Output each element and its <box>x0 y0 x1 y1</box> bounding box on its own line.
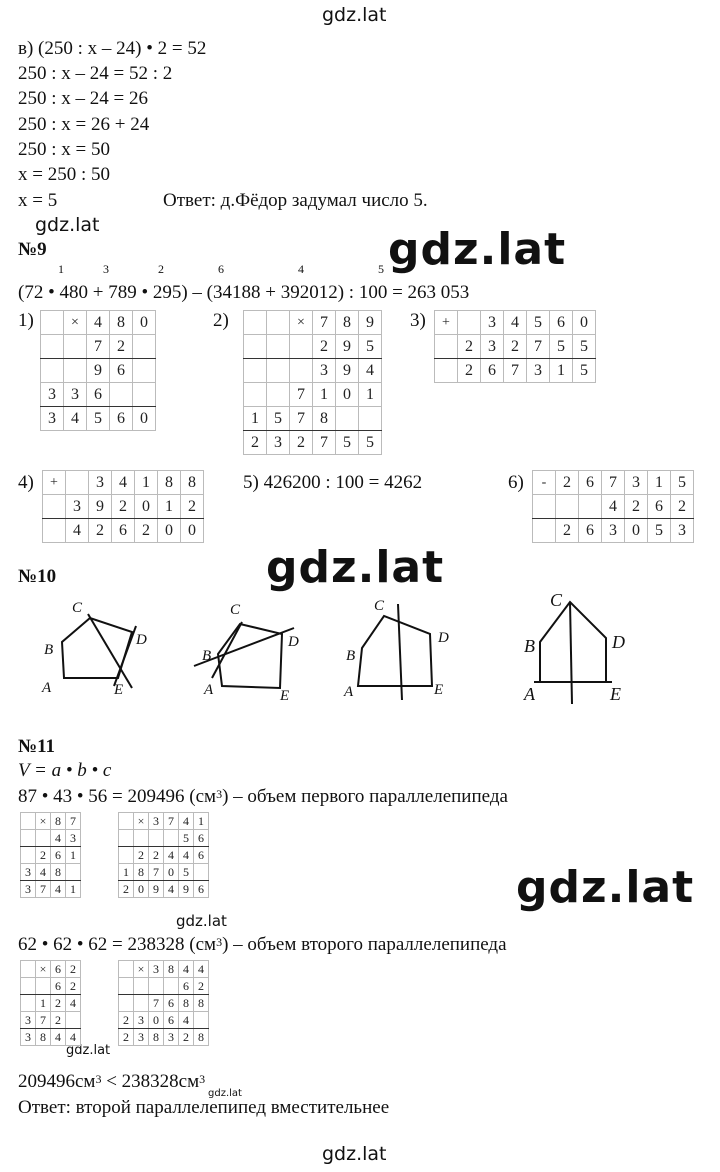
vertex-label: D <box>438 630 449 646</box>
watermark-large1: gdz.lat <box>388 224 567 275</box>
order-number: 6 <box>218 262 224 276</box>
step5-division: 5) 426200 : 100 = 4262 <box>243 472 423 493</box>
pentagon-2 <box>218 624 282 688</box>
vertex-label: A <box>344 684 354 700</box>
task11-answer: Ответ: второй параллелепипед вместительнее <box>18 1097 390 1118</box>
vertex-label: E <box>610 684 621 704</box>
grid-mult-3741x56: × 3 7 4 1 5 6 2 2 4 4 6 1 8 7 0 5 2 0 9 4 9 6 <box>118 812 209 898</box>
task9-expression: (72 • 480 + 789 • 295) – (34188 + 392012) : 100 = 263 053 <box>18 282 470 303</box>
grid-sub-267315-4262: - 2 6 7 3 1 5 4 2 6 2 2 6 3 0 5 3 <box>532 470 694 543</box>
vertex-label: B <box>44 642 54 658</box>
pentagon-4 <box>540 602 606 682</box>
vertex-label: C <box>374 598 385 614</box>
vertex-label: A <box>524 684 535 704</box>
part-v-answer: Ответ: д.Фёдор задумал число 5. <box>163 190 428 211</box>
watermark-mid1: gdz.lat <box>35 214 100 236</box>
part-v-line: 250 : х = 26 + 24 <box>18 114 150 135</box>
watermark-large2: gdz.lat <box>266 542 445 593</box>
line2-tail: ) – объем второго параллелепипеда <box>222 934 507 955</box>
part-v-line: в) (250 : х – 24) • 2 = 52 <box>18 38 207 59</box>
step-label: 2) <box>213 310 229 331</box>
vertex-label: D <box>136 632 147 648</box>
vertex-label: C <box>550 590 563 610</box>
watermark-small2: gdz.lat <box>208 1088 242 1099</box>
watermark-large3: gdz.lat <box>516 862 695 913</box>
grid-mult-480x72: × 4 8 0 7 2 9 6 3 3 6 3 4 5 6 0 <box>40 310 156 431</box>
order-number: 2 <box>158 262 164 276</box>
compare-b: < 238328см <box>101 1071 200 1092</box>
grid-mult-3844x62: × 3 8 4 4 6 2 7 6 8 8 2 3 0 6 4 2 3 8 3 2 8 <box>118 960 209 1046</box>
vertex-label: A <box>42 680 52 696</box>
watermark-mid2: gdz.lat <box>176 912 227 930</box>
vertex-label: D <box>288 634 299 650</box>
grid-mult-87x43: × 8 7 4 3 2 6 1 3 4 8 3 7 4 1 <box>20 812 81 898</box>
vertex-label: C <box>72 600 83 616</box>
step-label: 3) <box>410 310 426 331</box>
compare-a: 209496см <box>18 1071 96 1092</box>
exp: 3 <box>216 787 223 801</box>
task11-compare <box>18 1071 205 1093</box>
watermark-top: gdz.lat <box>322 4 387 26</box>
task11-line2 <box>18 934 507 956</box>
step-label: 1) <box>18 310 34 331</box>
vertex-label: B <box>202 648 212 664</box>
part-v-line: 250 : х – 24 = 26 <box>18 88 148 109</box>
step-label: 6) <box>508 472 524 493</box>
grid-mult-789x295: × 7 8 9 2 9 5 3 9 4 7 1 0 1 1 5 7 8 2 3 2 7 5 5 <box>243 310 382 455</box>
vertex-label: B <box>524 636 535 656</box>
line1-tail: ) – объем первого параллелепипеда <box>222 786 508 807</box>
line1-main: 87 • 43 • 56 = 209496 (см <box>18 786 217 807</box>
order-number: 1 <box>58 262 64 276</box>
pentagon-3 <box>358 616 432 686</box>
vertex-label: C <box>230 602 241 618</box>
order-number: 5 <box>378 262 384 276</box>
vertex-label: E <box>280 688 290 704</box>
watermark-bottom: gdz.lat <box>322 1143 387 1165</box>
exp: 3 <box>216 935 223 949</box>
part-v-line: 250 : х – 24 = 52 : 2 <box>18 63 173 84</box>
grid-add-34560-232755: + 3 4 5 6 0 2 3 2 7 5 5 2 6 7 3 1 5 <box>434 310 596 383</box>
vertex-label: D <box>612 632 625 652</box>
part-v-line: х = 5 <box>18 190 58 211</box>
watermark-small1: gdz.lat <box>66 1043 111 1058</box>
part-v-line: х = 250 : 50 <box>18 164 110 185</box>
task11-formula: V = a • b • c <box>18 760 112 781</box>
part-v-line: 250 : х = 50 <box>18 139 110 160</box>
task11-heading: №11 <box>18 736 56 757</box>
vertex-label: E <box>434 682 444 698</box>
step-label: 4) <box>18 472 34 493</box>
order-number: 4 <box>298 262 304 276</box>
exp: 3 <box>199 1072 206 1086</box>
pentagon-figures <box>0 590 720 710</box>
exp: 3 <box>95 1072 102 1086</box>
task10-heading: №10 <box>18 566 57 587</box>
task11-line1 <box>18 786 508 808</box>
vertex-label: E <box>114 682 124 698</box>
line-4 <box>570 602 572 704</box>
grid-add-34188-392012: + 3 4 1 8 8 3 9 2 0 1 2 4 2 6 2 0 0 <box>42 470 204 543</box>
vertex-label: B <box>346 648 356 664</box>
line2-main: 62 • 62 • 62 = 238328 (см <box>18 934 217 955</box>
grid-mult-62x62: × 6 2 6 2 1 2 4 3 7 2 3 8 4 4 <box>20 960 81 1046</box>
vertex-label: A <box>204 682 214 698</box>
task9-heading: №9 <box>18 239 47 260</box>
order-number: 3 <box>103 262 109 276</box>
